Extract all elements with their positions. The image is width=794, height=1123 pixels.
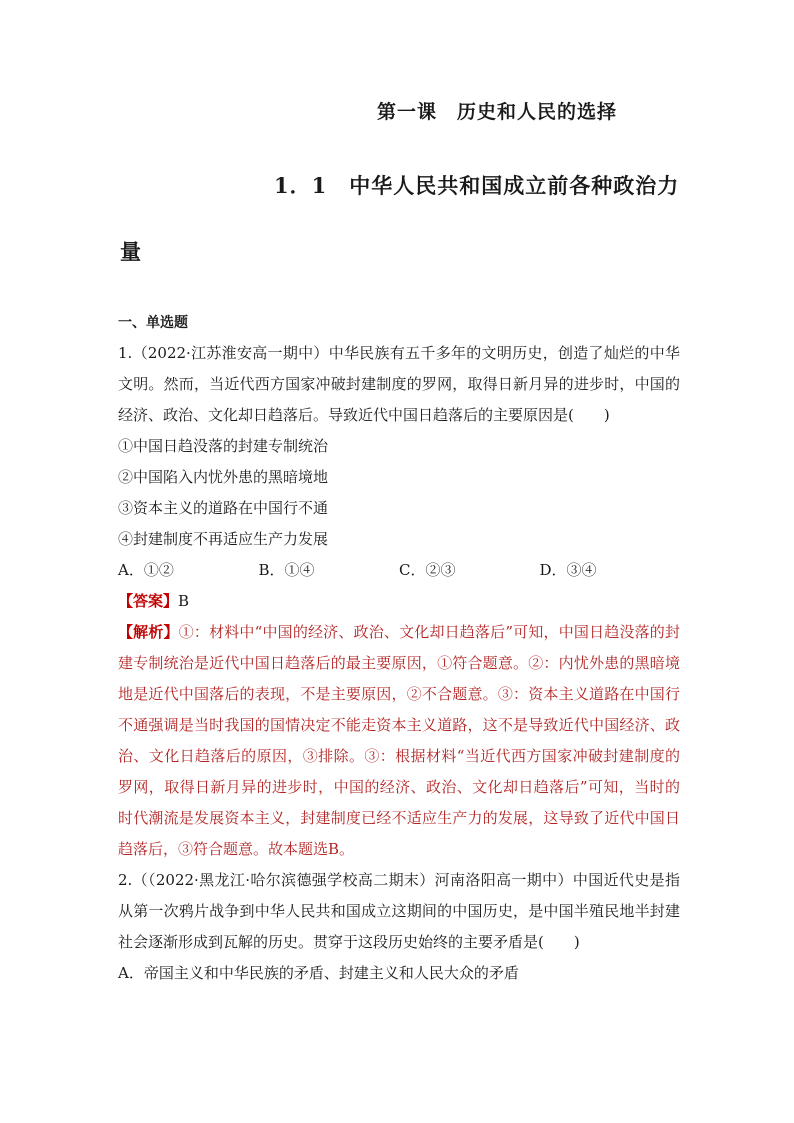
option-b: B．①④ [258, 561, 315, 579]
analysis-text: ①：材料中“中国的经济、政治、文化却日趋落后”可知，中国日趋没落的封建专制统治是近代中国日趋落后的最主要原因，①符合题意。②：内忧外患的黑暗境地是近代中国落后的表现，不是主要原因，②不合题意。③：资本主义道路在中国行不通强调是当时我国的国情决定不能走资本主义道路，这不是导致近代中国经济、政治、文化日趋落后的原因，③排除。③：根据材料“当近代西方国家冲破封建制度的罗网，取得日新月异的进步时，中国的经济、政治、文化却日趋落后”可知，当时的时代潮流是发展资本主义，封建制度已经不适应生产力的发展，这导致了近代中国日趋落后，③符合题意。故本题选B。 [118, 623, 680, 858]
options-row [118, 555, 680, 586]
section-heading: 一、单选题 [118, 315, 188, 331]
analysis-tag: 【解析】 [118, 623, 179, 641]
question-1 [118, 338, 680, 865]
content-body [118, 310, 680, 989]
statement-item: ②中国陷入内忧外患的黑暗境地 [118, 468, 329, 486]
section-title-continued: 量 [120, 239, 141, 264]
answer-value: B [178, 592, 190, 610]
option-a: A．①② [118, 561, 174, 579]
option-a: A．帝国主义和中华民族的矛盾、封建主义和人民大众的矛盾 [118, 964, 519, 982]
option-d: D．③④ [539, 561, 597, 579]
question-2 [118, 865, 680, 989]
section-title: 1．1 中华人民共和国成立前各种政治力 [274, 173, 680, 198]
lesson-title: 第一课 历史和人民的选择 [377, 101, 618, 123]
option-c: C．②③ [399, 561, 456, 579]
answer-tag: 【答案】 [118, 592, 179, 610]
question-stem: 1.（2022·江苏淮安高一期中）中华民族有五千多年的文明历史，创造了灿烂的中华文明。然而，当近代西方国家冲破封建制度的罗网，取得日新月异的进步时，中国的经济、政治、文化却日趋落后。导致近代中国日趋落后的主要原因是( ) [118, 344, 680, 424]
statement-item: ④封建制度不再适应生产力发展 [118, 530, 329, 548]
analysis-paragraph [118, 617, 680, 865]
statement-item: ①中国日趋没落的封建专制统治 [118, 437, 329, 455]
answer-line [118, 586, 680, 617]
question-stem: 2.（（2022·黑龙江·哈尔滨德强学校高二期末）河南洛阳高一期中）中国近代史是指从第一次鸦片战争到中华人民共和国成立这期间的中国历史，是中国半殖民地半封建社会逐渐形成到瓦解的历史。贯穿于这段历史始终的主要矛盾是( ) [118, 871, 680, 951]
statement-item: ③资本主义的道路在中国行不通 [118, 499, 329, 517]
